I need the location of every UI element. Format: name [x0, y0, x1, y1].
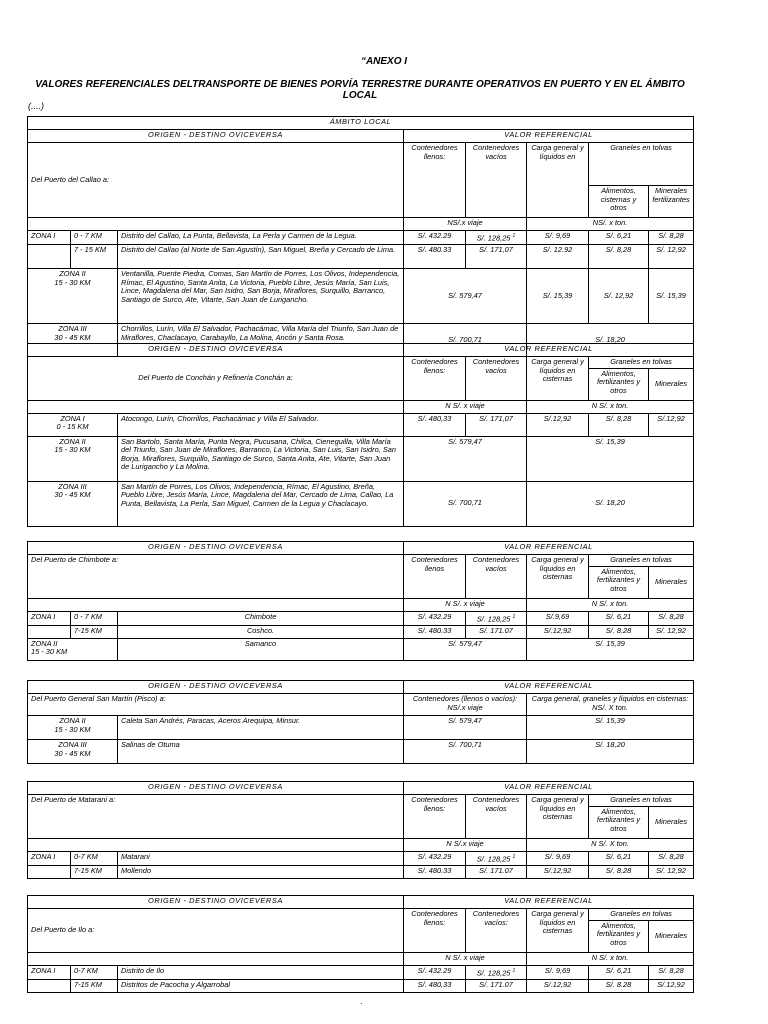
table-row [28, 231, 694, 245]
km-cell: 7-15 KM [71, 625, 118, 638]
value-cell: S/. 171,07 [466, 413, 527, 436]
unit-ton: N S/. X ton. [527, 838, 694, 851]
col-cont-vacios: Contenedores vacíos: [466, 909, 527, 953]
value-cell: S/. 480.33 [404, 245, 466, 269]
table-chimbote [27, 541, 694, 661]
table-row [28, 638, 694, 660]
value-cell: S/. 8.28 [589, 865, 649, 878]
col-cont-llenos: Contenedores llenos: [404, 143, 466, 218]
value-cell: S/. 15,39 [527, 716, 694, 740]
value-cell: S/. 6,21 [589, 851, 649, 865]
origen-header: ORIGEN - DESTINO OVICEVERSA [28, 344, 404, 357]
dest-cell: Distrito del Callao (al Norte de San Agustín), San Miguel, Breña y Cercado de Lima. [118, 245, 404, 269]
origen-header: ORIGEN - DESTINO OVICEVERSA [28, 681, 404, 694]
value-cell: S/. 579,47 [404, 716, 527, 740]
col-carga-general: Carga general y líquidos en [527, 143, 589, 218]
col-alimentos: Alimentos, fertilizantes y otros [589, 368, 649, 400]
col-minerales: Minerales [649, 806, 694, 838]
valor-header: VALOR REFERENCIAL [404, 782, 694, 795]
col-minerales: Minerales [649, 368, 694, 400]
zona-cell: ZONA I [28, 965, 71, 979]
table-row [28, 625, 694, 638]
value-cell: S/. 9,69 [527, 965, 589, 979]
km-cell: 0 - 7 KM [71, 611, 118, 625]
value-cell: S/. 6,21 [589, 965, 649, 979]
value-cell: S/. 432.29 [404, 965, 466, 979]
value-cell: S/. 12,92 [649, 625, 694, 638]
col-minerales: Minerales [649, 920, 694, 952]
zona-cell: ZONA II 15 - 30 KM [28, 436, 118, 481]
table-row [28, 865, 694, 878]
table-row [28, 979, 694, 992]
col-cont-vacios: Contenedores vacíos [466, 143, 527, 218]
value-cell: S/.12,92 [527, 413, 589, 436]
value-cell: S/. 128,25 $^1$ [466, 231, 527, 245]
value-cell: S/. 8,28 [649, 231, 694, 245]
col-graneles: Graneles en tolvas [589, 795, 694, 807]
value-cell: S/. 480,33 [404, 413, 466, 436]
dest-cell: Mollendo [118, 865, 404, 878]
value-cell: S/. 579,47 [404, 269, 527, 324]
unit-viaje: N S/. x viaje [404, 598, 527, 611]
zona-cell: ZONA I [28, 611, 71, 625]
ambito-local-header: ÁMBITO LOCAL [28, 117, 694, 130]
zona-cell: ZONA I 0 - 15 KM [28, 413, 118, 436]
dest-cell: Distrito del Callao, La Punta, Bellavista, La Perla y Carmen de la Legua. [118, 231, 404, 245]
zona-cell: ZONA II 15 - 30 KM [28, 269, 118, 324]
col-alimentos: Alimentos, cisternas y otros [589, 186, 649, 218]
value-cell: S/. 700,71 [404, 740, 527, 764]
footer-dot: . [360, 996, 363, 1006]
value-cell: S/. 579,47 [404, 436, 527, 481]
unit-ton: NS/. x ton. [527, 218, 694, 231]
value-cell: S/.12,92 [527, 979, 589, 992]
value-cell: S/. 8.28 [589, 625, 649, 638]
value-cell: S/. 15,39 [527, 436, 694, 481]
value-cell: S/. 8.28 [589, 979, 649, 992]
origin-label: Del Puerto de Ilo a: [28, 909, 404, 953]
dest-cell: Chorrillos, Lurín, Villa El Salvador, Pachacámac, Villa María del Triunfo, San Juan de Miraflores, Chaclacayo, Carabayllo, La Molina, Ancón y Santa Rosa. [118, 324, 404, 357]
table-row [28, 611, 694, 625]
dest-cell: Samanco [118, 638, 404, 660]
value-cell: S/. 15,39 [527, 269, 589, 324]
value-cell: S/. 18,20 [527, 324, 694, 357]
table-row [28, 245, 694, 269]
zona-cell: ZONA II 15 - 30 KM [28, 638, 118, 660]
annex-title: “ANEXO I [360, 56, 408, 67]
table-row [28, 716, 694, 740]
valor-header: VALOR REFERENCIAL [404, 542, 694, 555]
value-cell: S/. 480,33 [404, 979, 466, 992]
value-cell: S/. 6,21 [589, 611, 649, 625]
table-row [28, 481, 694, 526]
dest-cell: Matarani [118, 851, 404, 865]
dest-cell: Distritos de Pacocha y Algarrobal [118, 979, 404, 992]
dest-cell: Distrito de Ilo [118, 965, 404, 979]
zona-cell: ZONA III 30 - 45 KM [28, 481, 118, 526]
value-cell: S/. 8,28 [649, 851, 694, 865]
value-cell: S/. 12,92 [649, 245, 694, 269]
unit-ton: N S/. x ton. [527, 598, 694, 611]
value-cell: S/. 700,71 [404, 324, 527, 357]
col-carga-general: Carga general y líquidos en cisternas [527, 795, 589, 839]
col-carga-general: Carga general y líquidos en cisternas [527, 555, 589, 599]
value-cell: S/. 12,92 [589, 269, 649, 324]
km-cell: 7-15 KM [71, 979, 118, 992]
origen-header: ORIGEN - DESTINO OVICEVERSA [28, 542, 404, 555]
dest-cell: Caleta San Andrés, Paracas, Aceros Arequipa, Minsur. [118, 716, 404, 740]
value-cell: S/. 9,69 [527, 851, 589, 865]
col-cont-llenos: Contenedores llenos: [404, 909, 466, 953]
valor-header: VALOR REFERENCIAL [404, 130, 694, 143]
value-cell: S/. 12,92 [649, 865, 694, 878]
value-cell: S/. 15,39 [649, 269, 694, 324]
col-cont-llenos: Contenedores llenos: [404, 357, 466, 401]
origen-header: ORIGEN - DESTINO OVICEVERSA [28, 782, 404, 795]
value-cell: S/. 8,28 [589, 245, 649, 269]
col-alimentos: Alimentos, fertilizantes y otros [589, 920, 649, 952]
value-cell: S/. 18,20 [527, 481, 694, 526]
col-graneles: Graneles en tolvas [589, 555, 694, 567]
table-row [28, 851, 694, 865]
value-cell: S/. 15,39 [527, 638, 694, 660]
col-minerales: Minerales fertilizantes [649, 186, 694, 218]
km-cell: 0-7 KM [71, 851, 118, 865]
unit-viaje: NS/.x viaje [404, 218, 527, 231]
value-cell: S/. 18,20 [527, 740, 694, 764]
col-graneles: Graneles en tolvas [589, 143, 694, 186]
col-alimentos: Alimentos, fertilizantes y otros [589, 806, 649, 838]
table-row [28, 413, 694, 436]
origin-label: Del Puerto de Matarani a: [28, 795, 404, 839]
col-cont-llenos: Contenedores llenos: [404, 795, 466, 839]
valor-header: VALOR REFERENCIAL [404, 681, 694, 694]
table-row [28, 269, 694, 324]
unit-ton: N S/. x ton. [527, 400, 694, 413]
value-cell: S/. 8,28 [649, 965, 694, 979]
col-alimentos: Alimentos, fertilizantes y otros [589, 566, 649, 598]
km-cell: 0-7 KM [71, 965, 118, 979]
dest-cell: San Martín de Porres, Los Olivos, Independencia, Rímac, El Agustino, Breña, Pueblo Libre, Jesús María, Lince, Magdalena del Mar, Cercado de Lima, Callao, La Punta, Bellavista, La Perla, San Miguel, Carmen de la Legua y Chaclacayo. [118, 481, 404, 526]
value-cell: S/. 432.29 [404, 851, 466, 865]
zona-cell: ZONA I [28, 231, 71, 245]
value-cell: S/. 480.33 [404, 625, 466, 638]
zona-cell: ZONA I [28, 851, 71, 865]
value-cell: S/.12,92 [527, 865, 589, 878]
value-cell: S/. 171.07 [466, 865, 527, 878]
valor-header: VALOR REFERENCIAL [404, 896, 694, 909]
value-cell: S/. 432.29 [404, 611, 466, 625]
value-cell: S/.12,92 [527, 625, 589, 638]
unit-ton: N S/. x ton. [527, 952, 694, 965]
col-graneles: Graneles en tolvas [589, 357, 694, 369]
km-cell: 7 - 15 KM [71, 245, 118, 269]
unit-viaje: N S/.x viaje [404, 838, 527, 851]
value-cell: S/.12,92 [649, 413, 694, 436]
zona-cell: ZONA III 30 - 45 KM [28, 324, 118, 357]
origin-label: Del Puerto de Chimbote a: [28, 555, 404, 599]
table-conchan [27, 343, 694, 527]
ellipsis-mark: (....) [28, 101, 44, 111]
origen-header: ORIGEN - DESTINO OVICEVERSA [28, 896, 404, 909]
dest-cell: Salinas de Otuma [118, 740, 404, 764]
value-cell: S/. 8,28 [649, 611, 694, 625]
dest-cell: Coshco. [118, 625, 404, 638]
table-matarani [27, 781, 694, 879]
value-cell: S/. 171.07 [466, 625, 527, 638]
value-cell: S/. 579,47 [404, 638, 527, 660]
origen-header: ORIGEN - DESTINO OVICEVERSA [28, 130, 404, 143]
table-row [28, 740, 694, 764]
value-cell: S/.9,69 [527, 611, 589, 625]
zona-cell: ZONA III 30 - 45 KM [28, 740, 118, 764]
col-minerales: Minerales [649, 566, 694, 598]
col-cont-vacios: Contenedores vacíos [466, 795, 527, 839]
dest-cell: San Bartolo, Santa María, Punta Negra, Pucusana, Chilca, Cieneguilla, Villa María del Triunfo, San Juan de Miraflores, Barranco, La Victoria, San Luis, San Isidro, San Borja, Miraflores, Surquillo, Santiago de Surco, Santa Anita, Ate, Vitarte, San Juan de Lurigancho y La Molina. [118, 436, 404, 481]
col-carga-general: Carga general y líquidos en cisternas [527, 909, 589, 953]
value-cell: S/. 12.92 [527, 245, 589, 269]
unit-viaje: N S/. x viaje [404, 952, 527, 965]
value-cell: S/. 432.29 [404, 231, 466, 245]
origin-label: Del Puerto General San Martín (Pisco) a: [28, 694, 404, 716]
annex-subtitle: VALORES REFERENCIALES DELTRANSPORTE DE BIENES PORVÍA TERRESTRE DURANTE OPERATIVOS EN PUERTO Y EN EL ÁMBITO LOCAL [35, 79, 685, 101]
dest-cell: Atocongo, Lurín, Chorrillos, Pachacámac y Villa El Salvador. [118, 413, 404, 436]
value-cell: S/. 9,69 [527, 231, 589, 245]
origin-label: Del Puerto de Conchán y Refinería Conchán a: [28, 357, 404, 401]
value-cell: S/. 171,07 [466, 245, 527, 269]
col-carga-general: Carga general y líquidos en cisternas [527, 357, 589, 401]
value-cell: S/. 8,28 [589, 413, 649, 436]
value-cell: S/. 6,21 [589, 231, 649, 245]
value-cell: S/.12,92 [649, 979, 694, 992]
km-cell: 0 - 7 KM [71, 231, 118, 245]
table-pisco [27, 680, 694, 764]
col-cont-vacios: Contenedores vacíos [466, 357, 527, 401]
origin-label: Del Puerto del Callao a: [28, 143, 404, 218]
value-cell: S/. 128,25 $^1$ [466, 965, 527, 979]
table-row [28, 965, 694, 979]
value-cell: S/. 700,71 [404, 481, 527, 526]
unit-viaje: N S/. x viaje [404, 400, 527, 413]
km-cell: 7-15 KM [71, 865, 118, 878]
col-cont-llenos: Contenedores llenos [404, 555, 466, 599]
value-cell: S/. 128,25 $^1$ [466, 851, 527, 865]
col-graneles: Graneles en tolvas [589, 909, 694, 921]
col-carga-general: Carga general, graneles y líquidos en cisternas: NS/. X ton. [527, 694, 694, 716]
table-row [28, 436, 694, 481]
col-cont-vacios: Contenedores vacíos [466, 555, 527, 599]
value-cell: S/. 480.33 [404, 865, 466, 878]
value-cell: S/. 128,25 $^1$ [466, 611, 527, 625]
table-ilo [27, 895, 694, 993]
zona-cell: ZONA II 15 - 30 KM [28, 716, 118, 740]
dest-cell: Chimbote [118, 611, 404, 625]
dest-cell: Ventanilla, Puente Piedra, Comas, San Martín de Porres, Los Olivos, Independencia, Rímac, El Agustino, Santa Anita, La Victoria, Pueblo Libre, Jesús María, San Luis, Lince, Magdalena del Mar, San Isidro, San Borja, Miraflores, Surquillo, Barranco, Santiago de Surco, Ate, Vitarte, San Juan de Lurigancho. [118, 269, 404, 324]
valor-header: VALOR REFERENCIAL [404, 344, 694, 357]
table-callao [27, 116, 694, 357]
value-cell: S/. 171.07 [466, 979, 527, 992]
col-contenedores: Contenedores (llenos o vacíos): NS/.x viaje [404, 694, 527, 716]
